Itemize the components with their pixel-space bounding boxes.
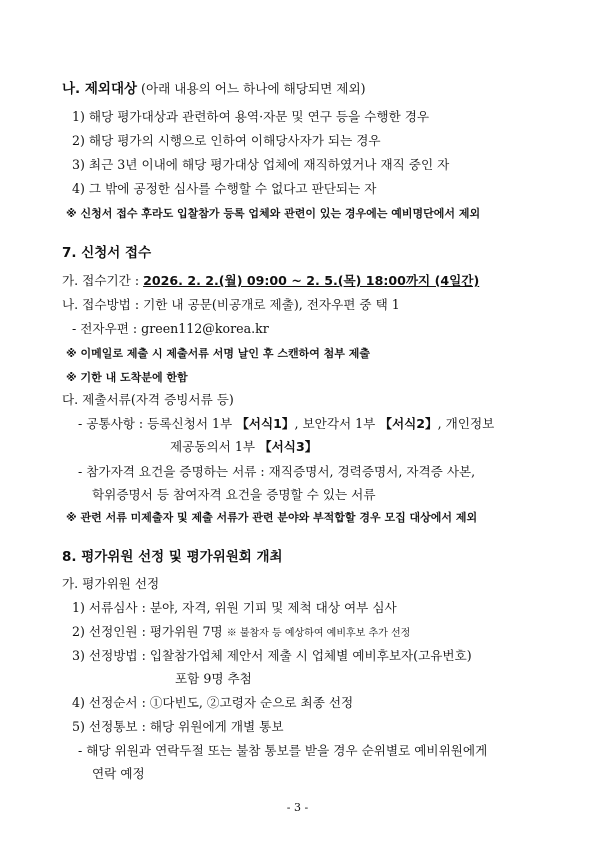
application-note-exclusion: ※ 관련 서류 미제출자 및 제출 서류가 관련 분야와 부적합할 경우 모집 대상에서 제외: [66, 511, 478, 524]
evaluators-item-5: 5) 선정통보 : 해당 위원에게 개별 통보: [72, 719, 284, 734]
exclusion-title: 나. 제외대상 (아래 내용의 어느 하나에 해당되면 제외): [62, 81, 366, 97]
evaluators-item-2-note: ※ 불참자 등 예상하여 예비후보 추가 선정: [226, 628, 411, 639]
evaluators-item-6-line2: 연락 예정: [92, 766, 145, 781]
application-method: 나. 접수방법 : 기한 내 공문(비공개로 제출), 전자우편 중 택 1: [62, 297, 400, 312]
application-period-value: 2026. 2. 2.(월) 09:00 ~ 2. 5.(목) 18:00까지 (4일간): [143, 273, 480, 288]
page-number: - 3 -: [286, 801, 309, 814]
evaluators-item-2: 2) 선정인원 : 평가위원 7명 ※ 불참자 등 예상하여 예비후보 추가 선정: [72, 624, 411, 639]
evaluators-subheading: 가. 평가위원 선정: [62, 576, 160, 591]
application-docs: 다. 제출서류(자격 증빙서류 등): [62, 392, 234, 407]
exclusion-note: ※ 신청서 접수 후라도 입찰참가 등록 업체와 관련이 있는 경우에는 예비명단에서 제외: [66, 207, 481, 220]
application-period: 가. 접수기간 : 2026. 2. 2.(월) 09:00 ~ 2. 5.(목) 18:00까지 (4일간): [62, 273, 480, 288]
application-qualification-line1: - 참가자격 요건을 증명하는 서류 : 재직증명서, 경력증명서, 자격증 사본,: [78, 464, 476, 479]
exclusion-item-4: 4) 그 밖에 공정한 심사를 수행할 수 없다고 판단되는 자: [72, 181, 377, 196]
evaluators-item-3-line2: 포함 9명 추첨: [175, 671, 252, 686]
evaluators-heading: 8. 평가위원 선정 및 평가위원회 개최: [62, 549, 283, 565]
application-note-deadline: ※ 기한 내 도착분에 한함: [66, 371, 188, 384]
evaluators-item-4: 4) 선정순서 : ①다빈도, ②고령자 순으로 최종 선정: [72, 695, 354, 710]
application-common-line2: 제공동의서 1부 【서식3】: [170, 439, 318, 454]
evaluators-item-3-line1: 3) 선정방법 : 입찰참가업체 제안서 제출 시 업체별 예비후보자(고유번호): [72, 648, 472, 663]
application-heading: 7. 신청서 접수: [62, 245, 152, 261]
evaluators-item-6-line1: - 해당 위원과 연락두절 또는 불참 통보를 받을 경우 순위별로 예비위원에게: [78, 743, 488, 758]
evaluators-item-1: 1) 서류심사 : 분야, 자격, 위원 기피 및 제척 대상 여부 심사: [72, 600, 397, 615]
application-common-line1: - 공통사항 : 등록신청서 1부 【서식1】, 보안각서 1부 【서식2】, 개인정보: [78, 416, 495, 431]
exclusion-item-3: 3) 최근 3년 이내에 해당 평가대상 업체에 재직하였거나 재직 중인 자: [72, 157, 450, 172]
exclusion-item-2: 2) 해당 평가의 시행으로 인하여 이해당사자가 되는 경우: [72, 133, 381, 148]
application-note-email: ※ 이메일로 제출 시 제출서류 서명 날인 후 스캔하여 첨부 제출: [66, 347, 371, 360]
form-2-label: 【서식2】: [379, 416, 438, 431]
form-1-label: 【서식1】: [236, 416, 295, 431]
exclusion-item-1: 1) 해당 평가대상과 관련하여 용역·자문 및 연구 등을 수행한 경우: [72, 109, 430, 124]
application-qualification-line2: 학위증명서 등 참여자격 요건을 증명할 수 있는 서류: [92, 487, 376, 502]
exclusion-title-note: (아래 내용의 어느 하나에 해당되면 제외): [137, 81, 366, 96]
form-3-label: 【서식3】: [259, 439, 318, 454]
application-email: - 전자우편 : green112@korea.kr: [72, 321, 269, 336]
